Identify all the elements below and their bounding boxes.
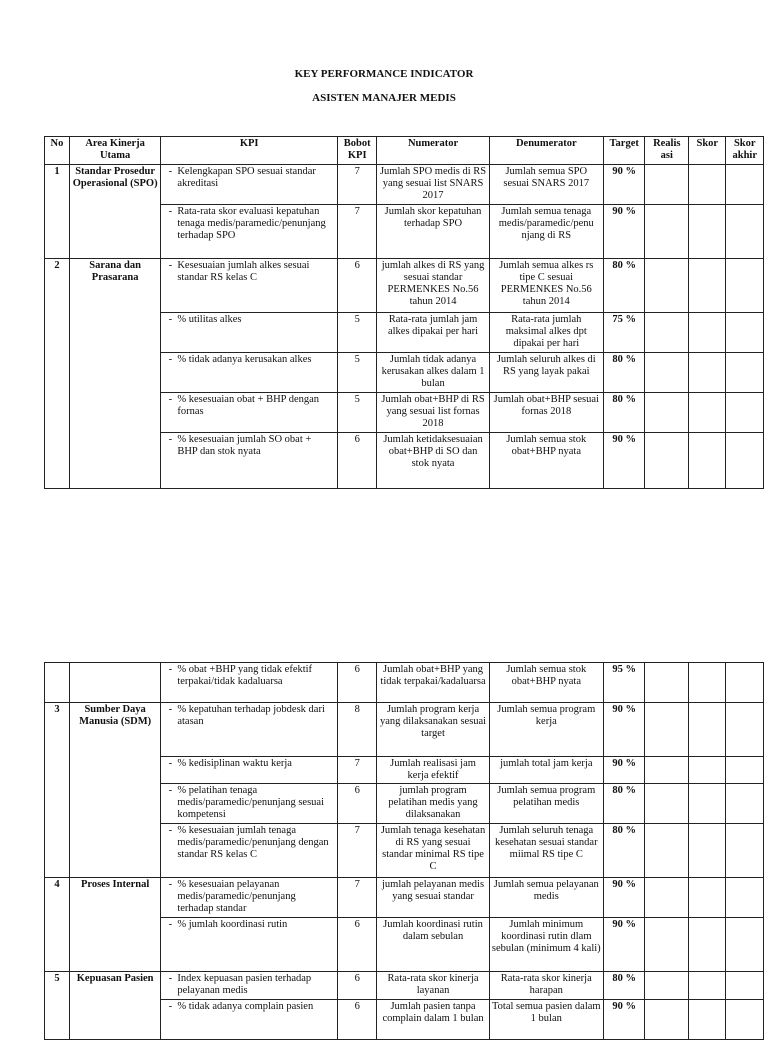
list-dash: - [168, 879, 173, 890]
skor-akhir-cell [726, 313, 764, 353]
target: 90 % [603, 918, 645, 972]
kpi-cell [161, 393, 338, 433]
denominator: Jumlah semua program kerja [489, 703, 603, 757]
kpi-weight: 5 [337, 313, 376, 353]
list-dash: - [168, 354, 173, 365]
denominator: Jumlah minimum koordinasi rutin dlam sebulan (minimum 4 kali) [489, 918, 603, 972]
skor-cell [689, 824, 726, 878]
target: 90 % [603, 433, 645, 489]
skor-cell [689, 393, 726, 433]
kpi-weight: 6 [337, 972, 376, 1000]
skor-akhir-cell [726, 165, 764, 205]
list-dash: - [168, 394, 173, 405]
table-row [45, 165, 764, 205]
row-number [45, 663, 70, 703]
table-row [45, 972, 764, 1000]
document-subtitle: ASISTEN MANAJER MEDIS [312, 92, 456, 104]
column-header: Target [603, 137, 645, 165]
realisasi-cell [645, 878, 689, 918]
skor-akhir-cell [726, 972, 764, 1000]
table-row [45, 663, 764, 703]
kpi-weight: 6 [337, 433, 376, 489]
skor-akhir-cell [726, 433, 764, 489]
list-dash: - [168, 758, 173, 769]
target: 90 % [603, 1000, 645, 1040]
kpi-text: % pelatihan tenaga medis/paramedic/penunjang sesuai kompetensi [177, 785, 325, 820]
skor-akhir-cell [726, 393, 764, 433]
skor-cell [689, 433, 726, 489]
denominator: Rata-rata jumlah maksimal alkes dpt dipakai per hari [489, 313, 603, 353]
kpi-text: % kesesuaian jumlah SO obat + BHP dan stok nyata [177, 434, 312, 457]
list-dash: - [168, 825, 173, 836]
numerator: Jumlah program kerja yang dilaksanakan sesuai target [377, 703, 489, 757]
kpi-cell [161, 757, 338, 784]
skor-akhir-cell [726, 918, 764, 972]
performance-area [69, 663, 160, 703]
kpi-weight: 6 [337, 1000, 376, 1040]
performance-area: Sarana dan Prasarana [69, 259, 160, 489]
numerator: Jumlah pasien tanpa complain dalam 1 bulan [377, 1000, 489, 1040]
realisasi-cell [645, 703, 689, 757]
skor-akhir-cell [726, 703, 764, 757]
list-dash: - [168, 704, 173, 715]
kpi-cell [161, 663, 338, 703]
realisasi-cell [645, 433, 689, 489]
kpi-weight: 7 [337, 878, 376, 918]
kpi-weight: 7 [337, 205, 376, 259]
numerator: Rata-rata jumlah jam alkes dipakai per hari [377, 313, 489, 353]
list-dash: - [168, 973, 173, 984]
denominator: Jumlah seluruh tenaga kesehatan sesuai standar miimal RS tipe C [489, 824, 603, 878]
kpi-text: % kesesuaian pelayanan medis/paramedic/penunjang terhadap standar [177, 879, 296, 914]
skor-cell [689, 972, 726, 1000]
kpi-weight: 6 [337, 918, 376, 972]
kpi-cell [161, 433, 338, 489]
column-header: Bobot KPI [337, 137, 376, 165]
kpi-text: % kepatuhan terhadap jobdesk dari atasan [177, 704, 325, 727]
numerator: Jumlah obat+BHP di RS yang sesuai list fornas 2018 [377, 393, 489, 433]
table-header-row [45, 137, 764, 165]
numerator: Rata-rata skor kinerja layanan [377, 972, 489, 1000]
row-number: 4 [45, 878, 70, 972]
kpi-weight: 7 [337, 165, 376, 205]
denominator: Jumlah semua tenaga medis/paramedic/penu njang di RS [489, 205, 603, 259]
realisasi-cell [645, 205, 689, 259]
kpi-text: % obat +BHP yang tidak efektif terpakai/tidak kadaluarsa [177, 664, 313, 687]
realisasi-cell [645, 313, 689, 353]
kpi-text: % kedisiplinan waktu kerja [177, 758, 292, 769]
denominator: Total semua pasien dalam 1 bulan [489, 1000, 603, 1040]
list-dash: - [168, 434, 173, 445]
denominator: Jumlah obat+BHP sesuai fornas 2018 [489, 393, 603, 433]
realisasi-cell [645, 393, 689, 433]
skor-cell [689, 1000, 726, 1040]
kpi-weight: 6 [337, 663, 376, 703]
skor-akhir-cell [726, 205, 764, 259]
column-header: Realis asi [645, 137, 689, 165]
skor-akhir-cell [726, 259, 764, 313]
realisasi-cell [645, 165, 689, 205]
target: 80 % [603, 972, 645, 1000]
skor-cell [689, 165, 726, 205]
kpi-text: % kesesuaian jumlah tenaga medis/paramedic/penunjang dengan standar RS kelas C [177, 825, 329, 860]
denominator: Jumlah semua program pelatihan medis [489, 784, 603, 824]
kpi-cell [161, 703, 338, 757]
denominator: Jumlah semua stok obat+BHP nyata [489, 433, 603, 489]
kpi-text: % kesesuaian obat + BHP dengan fornas [177, 394, 320, 417]
denominator: Jumlah semua stok obat+BHP nyata [489, 663, 603, 703]
denominator: Rata-rata skor kinerja harapan [489, 972, 603, 1000]
kpi-text: Kelengkapan SPO sesuai standar akreditasi [177, 166, 316, 189]
kpi-weight: 6 [337, 259, 376, 313]
denominator: Jumlah semua pelayanan medis [489, 878, 603, 918]
skor-akhir-cell [726, 663, 764, 703]
kpi-cell [161, 878, 338, 918]
table-row [45, 259, 764, 313]
numerator: Jumlah koordinasi rutin dalam sebulan [377, 918, 489, 972]
target: 80 % [603, 824, 645, 878]
performance-area: Kepuasan Pasien [69, 972, 160, 1040]
kpi-weight: 7 [337, 757, 376, 784]
kpi-weight: 5 [337, 393, 376, 433]
kpi-cell [161, 313, 338, 353]
list-dash: - [168, 1001, 173, 1012]
target: 80 % [603, 393, 645, 433]
list-dash: - [168, 166, 173, 177]
kpi-cell [161, 972, 338, 1000]
target: 90 % [603, 757, 645, 784]
target: 80 % [603, 784, 645, 824]
skor-akhir-cell [726, 784, 764, 824]
target: 90 % [603, 703, 645, 757]
skor-cell [689, 205, 726, 259]
list-dash: - [168, 206, 173, 217]
row-number: 2 [45, 259, 70, 489]
skor-cell [689, 918, 726, 972]
skor-cell [689, 353, 726, 393]
row-number: 1 [45, 165, 70, 259]
target: 80 % [603, 353, 645, 393]
numerator: Jumlah SPO medis di RS yang sesuai list SNARS 2017 [377, 165, 489, 205]
skor-cell [689, 259, 726, 313]
target: 90 % [603, 165, 645, 205]
skor-akhir-cell [726, 757, 764, 784]
column-header: Area Kinerja Utama [69, 137, 160, 165]
kpi-cell [161, 205, 338, 259]
kpi-cell [161, 1000, 338, 1040]
kpi-weight: 8 [337, 703, 376, 757]
kpi-cell [161, 824, 338, 878]
kpi-text: % tidak adanya kerusakan alkes [177, 354, 312, 365]
list-dash: - [168, 785, 173, 796]
kpi-weight: 6 [337, 784, 376, 824]
realisasi-cell [645, 972, 689, 1000]
list-dash: - [168, 919, 173, 930]
denominator: Jumlah semua alkes rs tipe C sesuai PERMENKES No.56 tahun 2014 [489, 259, 603, 313]
target: 75 % [603, 313, 645, 353]
kpi-weight: 5 [337, 353, 376, 393]
skor-cell [689, 663, 726, 703]
realisasi-cell [645, 663, 689, 703]
numerator: Jumlah obat+BHP yang tidak terpakai/kadaluarsa [377, 663, 489, 703]
column-header: Skor [689, 137, 726, 165]
realisasi-cell [645, 757, 689, 784]
kpi-text: % utilitas alkes [177, 314, 242, 325]
row-number: 3 [45, 703, 70, 878]
column-header: Denumerator [489, 137, 603, 165]
skor-akhir-cell [726, 824, 764, 878]
list-dash: - [168, 314, 173, 325]
denominator: Jumlah semua SPO sesuai SNARS 2017 [489, 165, 603, 205]
column-header: KPI [161, 137, 338, 165]
skor-cell [689, 757, 726, 784]
kpi-cell [161, 259, 338, 313]
skor-akhir-cell [726, 1000, 764, 1040]
numerator: Jumlah tenaga kesehatan di RS yang sesuai standar minimal RS tipe C [377, 824, 489, 878]
denominator: Jumlah seluruh alkes di RS yang layak pakai [489, 353, 603, 393]
kpi-text: Rata-rata skor evaluasi kepatuhan tenaga medis/paramedic/penunjang terhadap SPO [177, 206, 326, 241]
kpi-table-page-1 [44, 136, 764, 489]
denominator: jumlah total jam kerja [489, 757, 603, 784]
numerator: Jumlah tidak adanya kerusakan alkes dalam 1 bulan [377, 353, 489, 393]
performance-area: Standar Prosedur Operasional (SPO) [69, 165, 160, 259]
column-header: Numerator [377, 137, 489, 165]
realisasi-cell [645, 824, 689, 878]
list-dash: - [168, 260, 173, 271]
kpi-cell [161, 165, 338, 205]
kpi-table-page-2 [44, 662, 764, 1040]
kpi-text: Index kepuasan pasien terhadap pelayanan medis [177, 973, 312, 996]
kpi-weight: 7 [337, 824, 376, 878]
numerator: Jumlah ketidaksesuaian obat+BHP di SO dan stok nyata [377, 433, 489, 489]
skor-cell [689, 878, 726, 918]
kpi-text: % jumlah koordinasi rutin [177, 919, 288, 930]
target: 80 % [603, 259, 645, 313]
skor-cell [689, 703, 726, 757]
target: 95 % [603, 663, 645, 703]
target: 90 % [603, 878, 645, 918]
numerator: Jumlah skor kepatuhan terhadap SPO [377, 205, 489, 259]
kpi-text: % tidak adanya complain pasien [177, 1001, 314, 1012]
skor-cell [689, 784, 726, 824]
numerator: jumlah program pelatihan medis yang dilaksanakan [377, 784, 489, 824]
performance-area: Sumber Daya Manusia (SDM) [69, 703, 160, 878]
document-title: KEY PERFORMANCE INDICATOR [294, 68, 474, 80]
numerator: jumlah pelayanan medis yang sesuai standar [377, 878, 489, 918]
kpi-cell [161, 918, 338, 972]
skor-cell [689, 313, 726, 353]
column-header: Skor akhir [726, 137, 764, 165]
skor-akhir-cell [726, 353, 764, 393]
realisasi-cell [645, 918, 689, 972]
realisasi-cell [645, 784, 689, 824]
list-dash: - [168, 664, 173, 675]
column-header: No [45, 137, 70, 165]
kpi-cell [161, 353, 338, 393]
target: 90 % [603, 205, 645, 259]
table-row [45, 703, 764, 757]
realisasi-cell [645, 1000, 689, 1040]
numerator: Jumlah realisasi jam kerja efektif [377, 757, 489, 784]
row-number: 5 [45, 972, 70, 1040]
numerator: jumlah alkes di RS yang sesuai standar PERMENKES No.56 tahun 2014 [377, 259, 489, 313]
kpi-cell [161, 784, 338, 824]
table-row [45, 878, 764, 918]
kpi-text: Kesesuaian jumlah alkes sesuai standar RS kelas C [177, 260, 310, 283]
performance-area: Proses Internal [69, 878, 160, 972]
skor-akhir-cell [726, 878, 764, 918]
realisasi-cell [645, 353, 689, 393]
realisasi-cell [645, 259, 689, 313]
